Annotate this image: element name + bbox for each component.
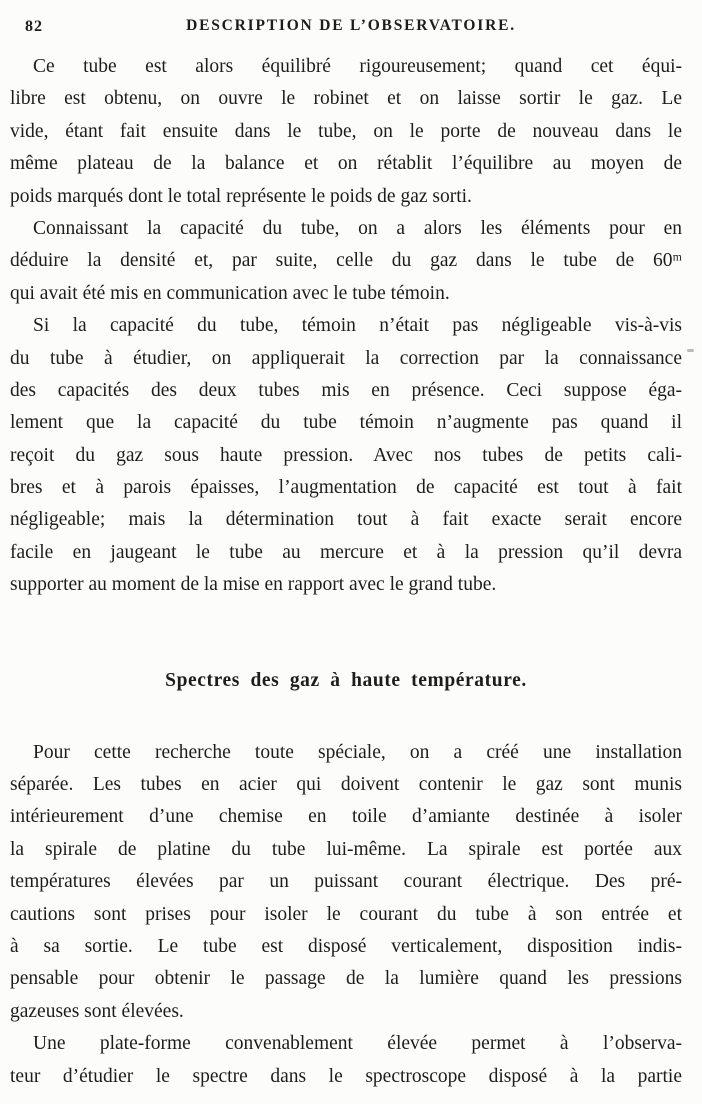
body-text-bottom bbox=[10, 737, 682, 1093]
text-line: des capacités des deux tubes mis en présence. Ceci suppose éga- bbox=[10, 379, 682, 401]
text-line: gazeuses sont élevées. bbox=[10, 1000, 184, 1022]
text-line: bres et à parois épaisses, l’augmentation de capacité est tout à fait bbox=[10, 477, 682, 499]
text-line: Connaissant la capacité du tube, on a alors les éléments pour en bbox=[33, 217, 682, 239]
text-line: intérieurement d’une chemise en toile d’amiante destinée à isoler bbox=[10, 806, 682, 828]
text-line: négligeable; mais la détermination tout à fait exacte serait encore bbox=[10, 509, 682, 531]
text-line: Une plate-forme convenablement élevée permet à l’observa- bbox=[33, 1033, 682, 1055]
text-line: facile en jaugeant le tube au mercure et à la pression qu’il devra bbox=[10, 541, 682, 563]
text-line: séparée. Les tubes en acier qui doivent contenir le gaz sont munis bbox=[10, 774, 682, 796]
running-header bbox=[0, 17, 702, 41]
text-line: déduire la densité et, par suite, celle du gaz dans le tube de 60ᵐ bbox=[10, 250, 682, 272]
text-line: libre est obtenu, on ouvre le robinet et on laisse sortir le gaz. Le bbox=[10, 88, 682, 110]
text-line: la spirale de platine du tube lui-même. La spirale est portée aux bbox=[10, 838, 682, 860]
text-line: qui avait été mis en communication avec le tube témoin. bbox=[10, 282, 450, 304]
text-line: lement que la capacité du tube témoin n’augmente pas quand il bbox=[10, 412, 682, 434]
text-line: reçoit du gaz sous haute pression. Avec nos tubes de petits cali- bbox=[10, 444, 682, 466]
page-content bbox=[10, 51, 682, 1093]
section-heading: Spectres des gaz à haute température. bbox=[165, 669, 527, 691]
paragraph bbox=[10, 51, 682, 213]
text-line: teur d’étudier le spectre dans le spectroscope disposé à la partie bbox=[10, 1065, 682, 1087]
page-number: 82 bbox=[25, 18, 43, 35]
text-line: poids marqués dont le total représente le poids de gaz sorti. bbox=[10, 185, 472, 207]
text-line: même plateau de la balance et on rétablit l’équilibre au moyen de bbox=[10, 153, 682, 175]
running-title: DESCRIPTION DE L’OBSERVATOIRE. bbox=[186, 17, 516, 34]
text-line: vide, étant fait ensuite dans le tube, on le porte de nouveau dans le bbox=[10, 120, 682, 142]
text-line: à sa sortie. Le tube est disposé verticalement, disposition indis- bbox=[10, 935, 682, 957]
text-line: Ce tube est alors équilibré rigoureusement; quand cet équi- bbox=[33, 56, 682, 77]
paragraph bbox=[10, 737, 682, 1029]
text-line: Pour cette recherche toute spéciale, on a créé une installation bbox=[33, 741, 682, 763]
text-line: supporter au moment de la mise en rapport avec le grand tube. bbox=[10, 574, 497, 596]
scan-artifact bbox=[687, 349, 694, 352]
paragraph bbox=[10, 310, 682, 602]
paragraph bbox=[10, 1028, 682, 1093]
text-line: du tube à étudier, on appliquerait la correction par la connaissance bbox=[10, 347, 682, 369]
text-line: Si la capacité du tube, témoin n’était pas négligeable vis-à-vis bbox=[33, 315, 682, 337]
text-line: pensable pour obtenir le passage de la lumière quand les pressions bbox=[10, 968, 682, 990]
text-line: cautions sont prises pour isoler le courant du tube à son entrée et bbox=[10, 903, 682, 925]
text-line: températures élevées par un puissant courant électrique. Des pré- bbox=[10, 871, 682, 893]
body-text-top bbox=[10, 51, 682, 602]
paragraph bbox=[10, 213, 682, 310]
